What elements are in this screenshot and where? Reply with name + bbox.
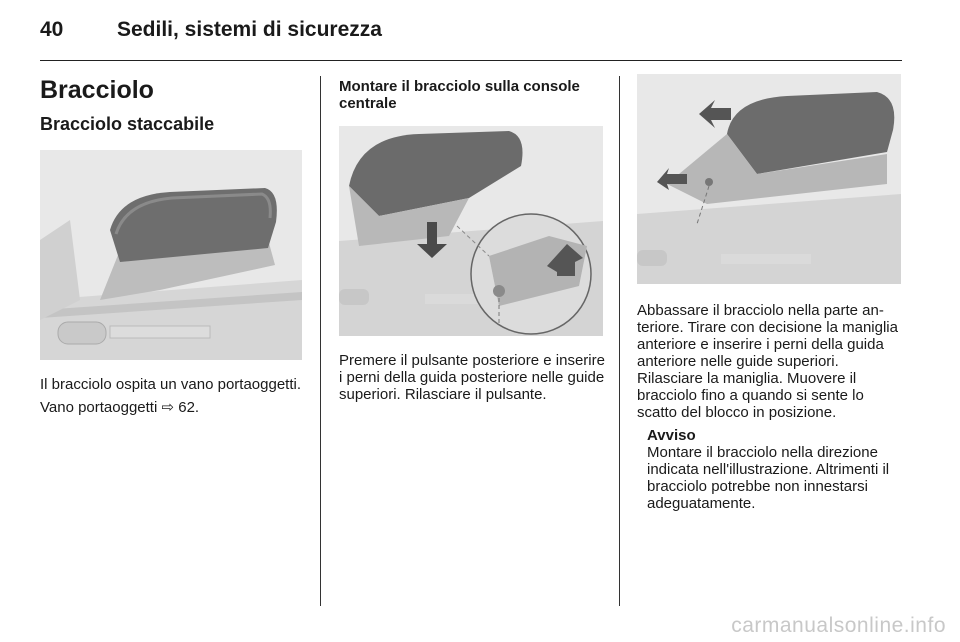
storage-reference — [40, 399, 304, 416]
column-divider-1 — [320, 76, 321, 606]
storage-reference-page: 62. — [174, 399, 200, 416]
notice-text: Montare il bracciolo nella direzione indicata nell'illustrazione. Altrimenti il bracciolo potrebbe non innestarsi adeguatamente. — [647, 444, 890, 512]
front-install-illustration — [637, 74, 901, 284]
armrest-description: Il bracciolo ospita un vano portaoggetti. — [40, 376, 301, 393]
column-divider-2 — [619, 76, 620, 606]
page-heading: Bracciolo — [40, 76, 154, 104]
section-title: Sedili, sistemi di sicurezza — [117, 18, 382, 41]
notice-box — [647, 427, 903, 512]
subheading: Bracciolo staccabile — [40, 114, 215, 134]
page-reference-icon: ⇨ — [161, 399, 175, 416]
storage-reference-text: Vano portaoggetti — [40, 399, 162, 416]
rear-install-instructions: Premere il pulsante posteriore e inserire i perni della guida posteriore nelle guide superiori. Rilasciare il pulsante. — [339, 352, 605, 403]
watermark: carmanualsonline.info — [731, 614, 946, 637]
page-number: 40 — [40, 18, 64, 41]
notice-title: Avviso — [647, 427, 696, 444]
front-install-instructions: Abbassare il bracciolo nella parte anteriore. Tirare con decisione la maniglia anteriore e inserire i perni della guida anteriore nelle guide superiori. Rilasciare la maniglia. Muovere il bracciolo fino a quando si sente lo scatto del blocco in posizione. — [637, 302, 898, 421]
rear-install-illustration — [339, 126, 603, 336]
column-2 — [339, 74, 605, 403]
column-1 — [40, 74, 304, 416]
armrest-illustration — [40, 150, 302, 360]
install-heading: Montare il bracciolo sulla console centrale — [339, 78, 580, 112]
column-3 — [637, 74, 903, 512]
header-rule — [40, 60, 902, 61]
